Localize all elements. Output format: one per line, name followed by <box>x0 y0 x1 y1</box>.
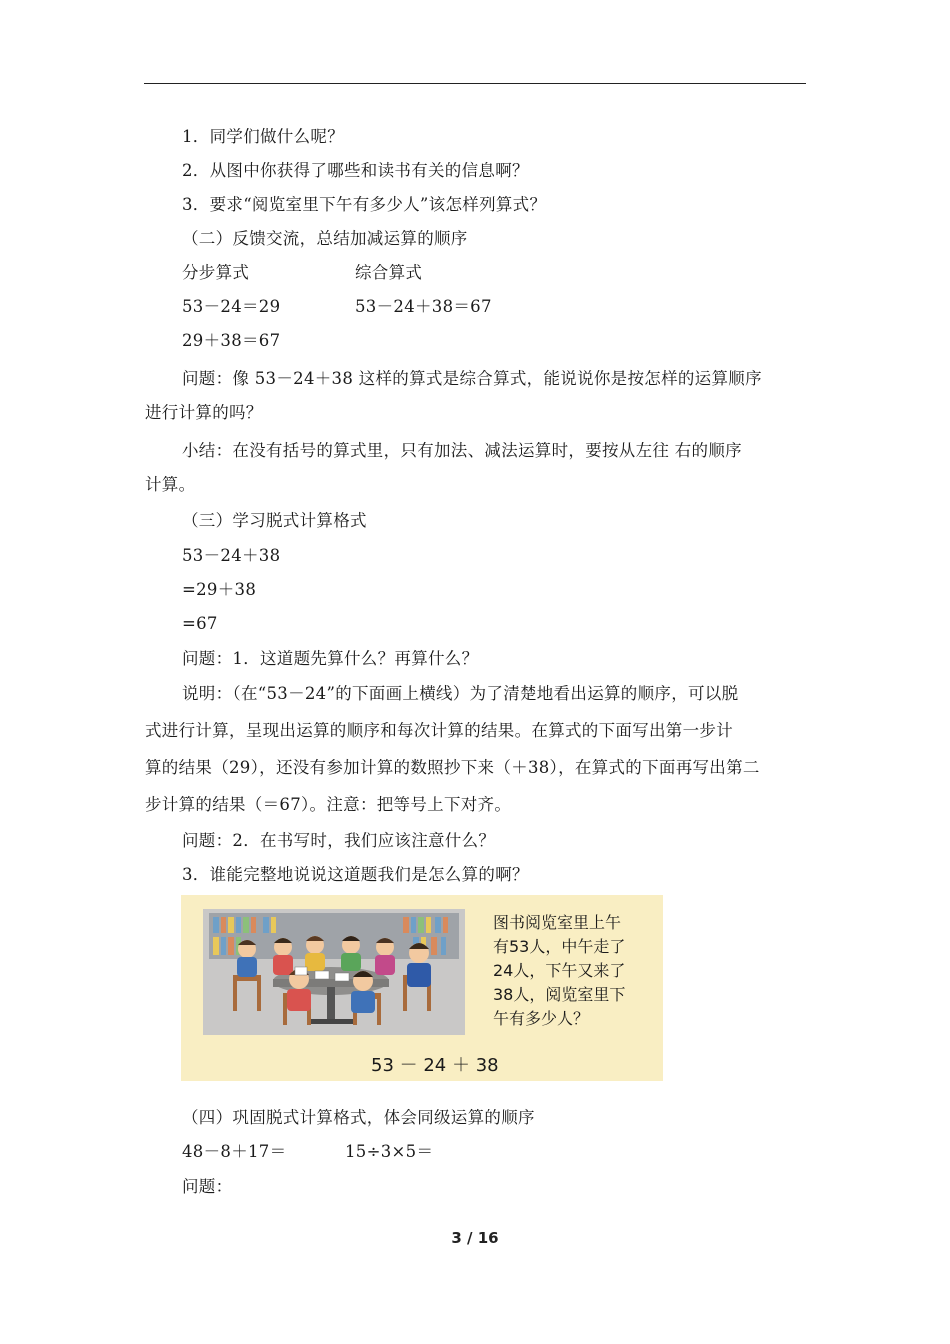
summary-b: 计算。 <box>145 475 196 494</box>
question-writing: 问题：2．在书写时，我们应该注意什么？ <box>182 831 496 850</box>
exercise-1: 48－8＋17＝ <box>182 1142 287 1161</box>
story-line: 图书阅览室里上午 <box>493 913 622 932</box>
question-1: 1．同学们做什么呢？ <box>182 127 344 146</box>
story-line: 有53人，中午走了 <box>493 937 626 956</box>
question-2: 2．从图中你获得了哪些和读书有关的信息啊？ <box>182 161 529 180</box>
explanation-c: 算的结果（29），还没有参加计算的数照抄下来（＋38），在算式的下面再写出第二 <box>145 758 760 777</box>
section-4-heading: （四）巩固脱式计算格式，体会同级运算的顺序 <box>182 1108 535 1127</box>
question-label: 问题： <box>182 1177 233 1196</box>
page-number: 3 / 16 <box>451 1229 499 1247</box>
question-order-a: 问题：像 53－24＋38 这样的算式是综合算式，能说说你是按怎样的运算顺序 <box>182 369 762 388</box>
explanation-b: 式进行计算，呈现出运算的顺序和每次计算的结果。在算式的下面写出第一步计 <box>145 721 733 740</box>
header-rule <box>144 83 806 84</box>
question-3: 3．要求“阅览室里下午有多少人”该怎样列算式？ <box>182 195 547 214</box>
combined-equation: 53－24＋38＝67 <box>355 297 492 316</box>
step-formula-heading: 分步算式 <box>182 263 250 282</box>
stepwise-line-1: 53－24＋38 <box>182 546 281 565</box>
textbook-illustration <box>181 895 663 1081</box>
illustration-expression: 53 － 24 ＋ 38 <box>371 1055 499 1076</box>
question-order-b: 进行计算的吗？ <box>145 403 263 422</box>
exercise-2: 15÷3×5＝ <box>345 1142 434 1161</box>
section-3-heading: （三）学习脱式计算格式 <box>182 511 367 530</box>
story-line: 38人，阅览室里下 <box>493 985 626 1004</box>
word-problem-text <box>493 911 655 1031</box>
step-equation-2: 29＋38＝67 <box>182 331 281 350</box>
question-first-step: 问题：1．这道题先算什么？再算什么？ <box>182 649 479 668</box>
children-reading-image <box>203 909 465 1035</box>
library-reading-scene <box>203 909 465 1035</box>
combined-formula-heading: 综合算式 <box>355 263 423 282</box>
explanation-a: 说明：（在“53－24”的下面画上横线）为了清楚地看出运算的顺序，可以脱 <box>182 684 739 703</box>
stepwise-line-3: =67 <box>182 614 218 633</box>
question-complete: 3．谁能完整地说说这道题我们是怎么算的啊？ <box>182 865 529 884</box>
step-equation-1: 53－24＝29 <box>182 297 281 316</box>
story-line: 24人，下午又来了 <box>493 961 626 980</box>
explanation-d: 步计算的结果（＝67）。注意：把等号上下对齐。 <box>145 795 512 814</box>
section-2-heading: （二）反馈交流，总结加减运算的顺序 <box>182 229 468 248</box>
story-line: 午有多少人？ <box>493 1009 590 1028</box>
stepwise-line-2: =29＋38 <box>182 580 257 599</box>
summary-a: 小结：在没有括号的算式里，只有加法、减法运算时，要按从左往 右的顺序 <box>182 441 742 460</box>
